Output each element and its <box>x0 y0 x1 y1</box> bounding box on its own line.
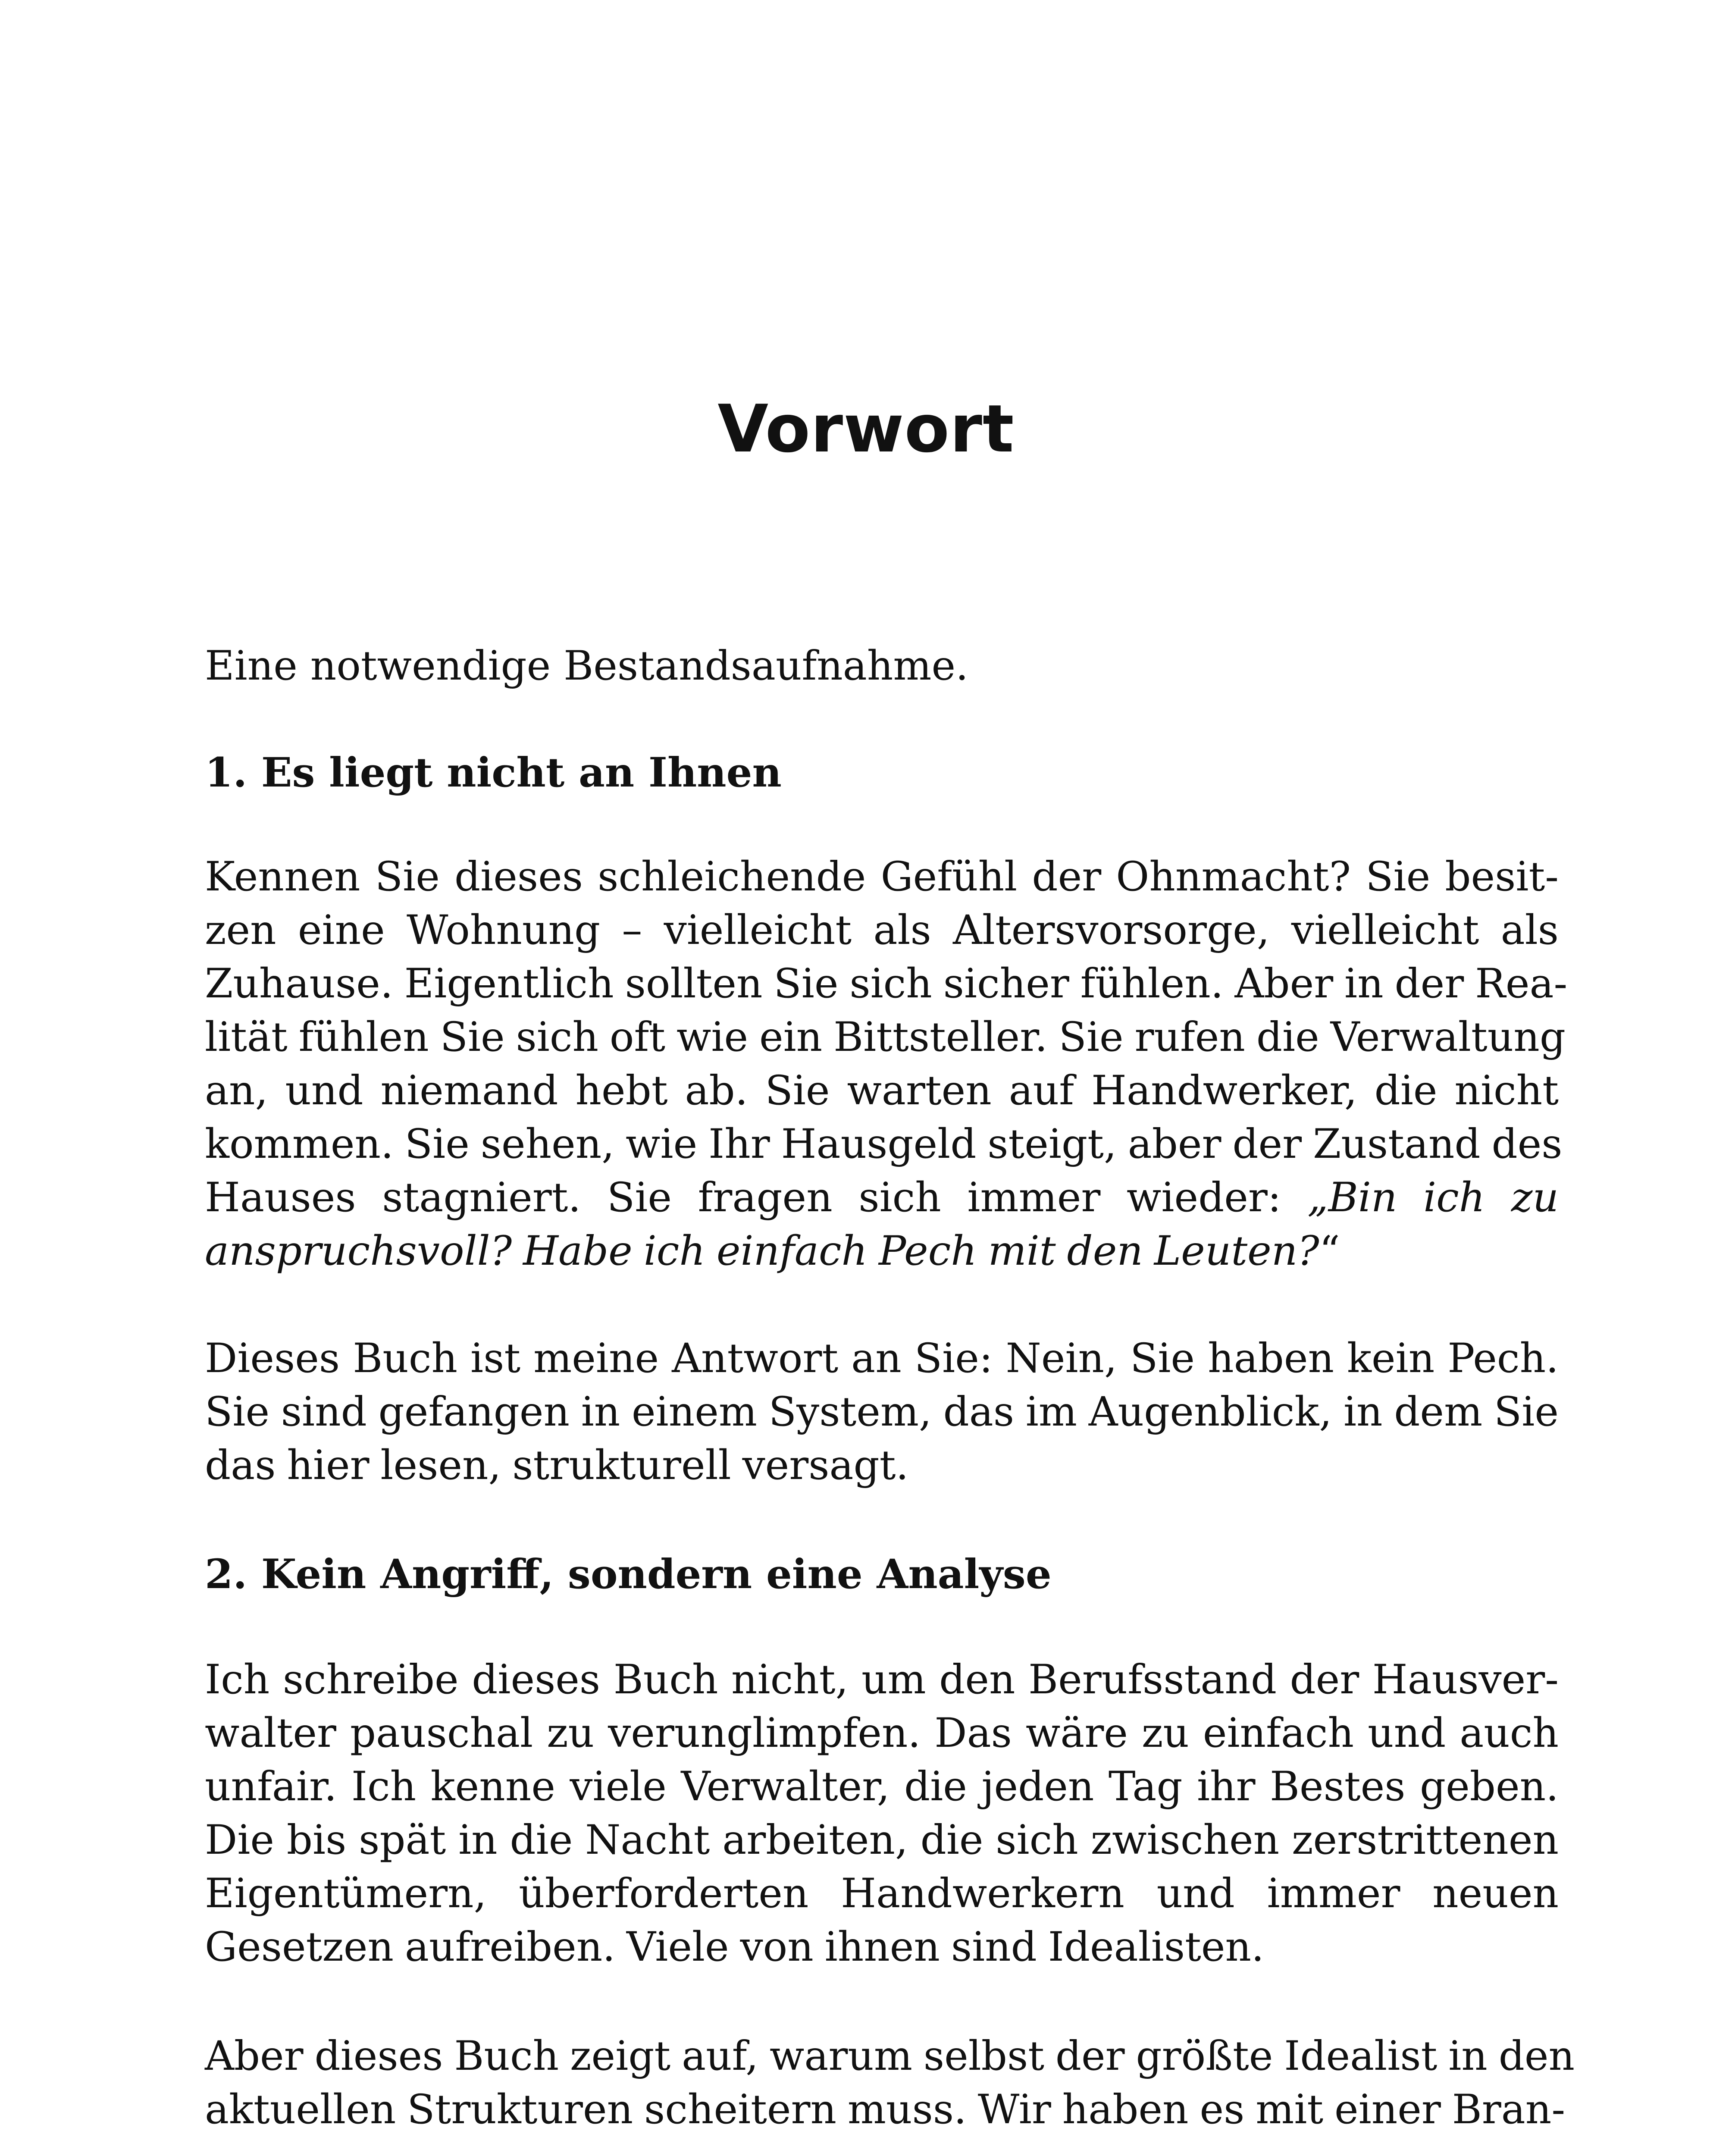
section-1-paragraph-2 <box>205 1332 1559 1492</box>
text-line: Kennen Sie dieses schleichende Gefühl der Ohnmacht? Sie besit- <box>205 853 1559 900</box>
text-line: Aber dieses Buch zeigt auf, warum selbst der größte Idealist in den <box>205 2033 1575 2080</box>
section-1-heading: 1. Es liegt nicht an Ihnen <box>205 749 782 796</box>
text-line: aktuellen Strukturen scheitern muss. Wir haben es mit einer Bran- <box>205 2086 1566 2133</box>
text-line: Ich schreibe dieses Buch nicht, um den Berufsstand der Hausver- <box>205 1656 1559 1703</box>
text-line: das hier lesen, strukturell versagt. <box>205 1442 909 1489</box>
text-line-mixed <box>205 1225 1559 1278</box>
text-line: unfair. Ich kenne viele Verwalter, die jeden Tag ihr Bestes geben. <box>205 1763 1559 1810</box>
closing-quote-mark: “ <box>1319 1228 1340 1275</box>
text-line: zen eine Wohnung – vielleicht als Altersvorsorge, vielleicht als <box>205 907 1559 954</box>
text-line: an, und niemand hebt ab. Sie warten auf Handwerker, die nicht <box>205 1067 1559 1114</box>
italic-quote: „Bin ich zu <box>1307 1174 1559 1221</box>
text-segment: Hauses stagniert. Sie fragen sich immer wieder: <box>205 1174 1308 1221</box>
intro-text <box>205 639 1559 693</box>
text-line-mixed <box>205 1171 1559 1225</box>
text-line: kommen. Sie sehen, wie Ihr Hausgeld steigt, aber der Zustand des <box>205 1121 1563 1168</box>
text-line: Gesetzen aufreiben. Viele von ihnen sind Idealisten. <box>205 1924 1264 1971</box>
text-line: walter pauschal zu verunglimpfen. Das wäre zu einfach und auch <box>205 1710 1559 1757</box>
text-line: Sie sind gefangen in einem System, das im Augenblick, in dem Sie <box>205 1388 1559 1435</box>
section-1-paragraph-1 <box>205 850 1568 1278</box>
section-2-paragraph-1 <box>205 1653 1559 1974</box>
text-line: Die bis spät in die Nacht arbeiten, die sich zwischen zerstrittenen <box>205 1817 1559 1864</box>
section-2-heading: 2. Kein Angriff, sondern eine Analyse <box>205 1551 1052 1598</box>
intro-line: Eine notwendige Bestandsaufnahme. <box>205 642 969 689</box>
text-line: Zuhause. Eigentlich sollten Sie sich sicher fühlen. Aber in der Rea- <box>205 960 1568 1007</box>
text-line: Eigentümern, überforderten Handwerkern und immer neuen <box>205 1870 1559 1917</box>
italic-quote: anspruchsvoll? Habe ich einfach Pech mit den Leuten? <box>205 1228 1319 1275</box>
section-2-paragraph-2 <box>205 2030 1575 2137</box>
text-line: lität fühlen Sie sich oft wie ein Bittsteller. Sie rufen die Verwaltung <box>205 1014 1566 1061</box>
chapter-title: Vorwort <box>717 391 1015 467</box>
text-line: Dieses Buch ist meine Antwort an Sie: Nein, Sie haben kein Pech. <box>205 1335 1559 1382</box>
